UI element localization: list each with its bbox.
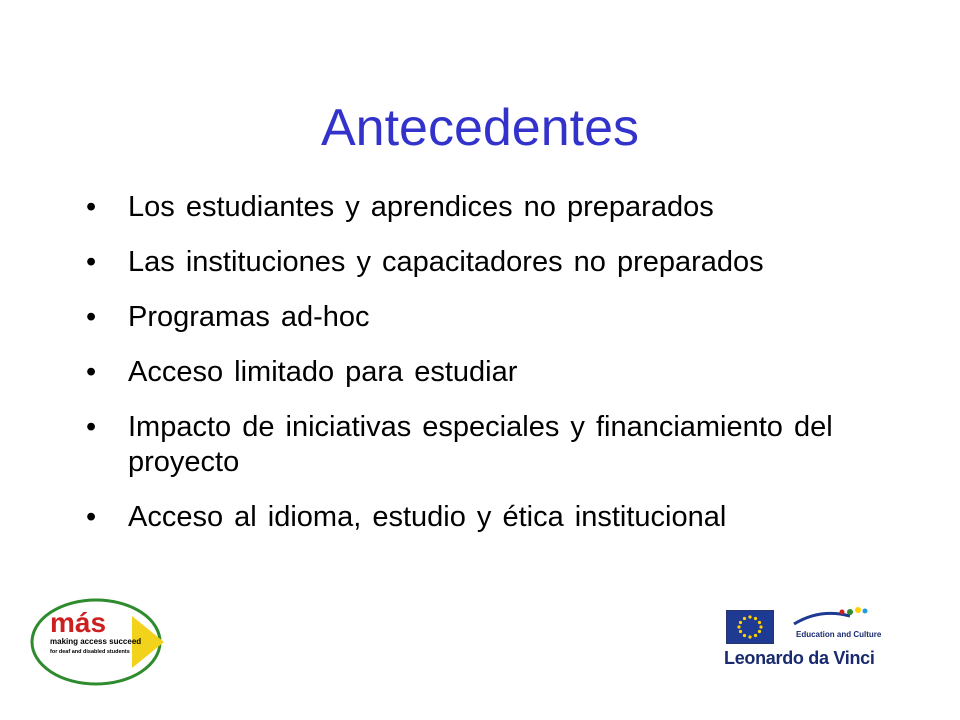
- bullet-text: Acceso limitado para estudiar: [128, 356, 518, 388]
- bullet-item: [86, 355, 906, 390]
- bullet-item: [86, 500, 906, 535]
- bullet-text: Acceso al idioma, estudio y ética institucional: [128, 501, 727, 533]
- mas-logo-graphic: [28, 594, 168, 694]
- bullet-text: Los estudiantes y aprendices no preparados: [128, 191, 714, 223]
- bullet-item: [86, 245, 906, 280]
- education-culture-caption: Education and Culture: [796, 630, 882, 639]
- leonardo-da-vinci-label: Leonardo da Vinci: [724, 648, 875, 668]
- bullet-item: [86, 410, 906, 480]
- bullet-marker: •: [86, 246, 97, 278]
- mas-logo-tagline-2: for deaf and disabled students: [50, 649, 130, 655]
- leonardo-da-vinci-logo: [722, 606, 902, 676]
- bullet-marker: •: [86, 356, 97, 388]
- mas-logo-wordmark: más: [50, 607, 107, 638]
- bullet-text: Programas ad-hoc: [128, 301, 370, 333]
- bullet-list: [86, 190, 906, 555]
- bullet-marker: •: [86, 301, 97, 333]
- eu-flag-icon: [726, 610, 774, 644]
- mas-logo: [28, 594, 168, 694]
- bullet-marker: •: [86, 501, 97, 533]
- bullet-marker: •: [86, 411, 97, 443]
- education-culture-swoosh-icon: [790, 606, 870, 630]
- bullet-item: [86, 190, 906, 225]
- mas-logo-tagline-1: making access succeed: [50, 637, 142, 646]
- bullet-text: Las instituciones y capacitadores no preparados: [128, 246, 764, 278]
- slide-title: Antecedentes: [320, 99, 640, 157]
- bullet-item: [86, 300, 906, 335]
- bullet-text: Impacto de iniciativas especiales y financiamiento del proyecto: [128, 411, 833, 478]
- bullet-marker: •: [86, 191, 97, 223]
